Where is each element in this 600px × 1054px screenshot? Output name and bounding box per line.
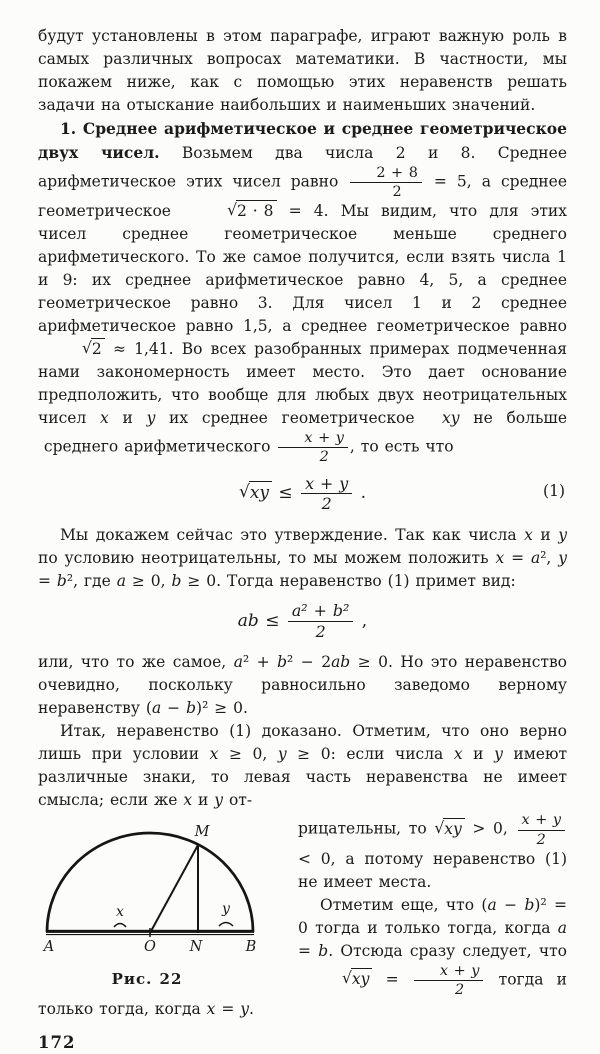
math-variable: a — [151, 699, 162, 718]
math-variable: y — [494, 745, 503, 764]
math-variable: y — [277, 745, 287, 764]
para-equivalence: или, что то же самое, a² + b² − 2ab ≥ 0. Но это неравенство очевидно, поскольку равносильно заведомо верному неравенству (a − b)² ≥ 0. — [38, 653, 568, 718]
fraction: $\frac{x + y}{2}$ — [516, 812, 568, 847]
math-variable: x — [183, 791, 193, 810]
fraction: $\frac{\text{a² + b²}}{2}$ — [286, 602, 355, 640]
math-variable: y — [214, 791, 224, 810]
sqrt-expression: √xy — [434, 818, 464, 841]
fraction: $\frac{2 + 8}{2}$ — [348, 165, 424, 200]
para-wrap-equality: Отметим еще, что (a − b)² = 0 тогда и только тогда, когда a = b. Отсюда сразу следует, что √xy = $\frac{x + y}{2}$ тогда и только тогда, когда x = y. — [38, 895, 568, 1018]
bold-lead: 1. Среднее арифметическое и среднее геометрическое двух чисел. — [38, 119, 567, 162]
math-variable: x — [100, 409, 109, 428]
para-intro: будут установлены в этом параграфе, играют важную роль в самых различных вопросах математики. В частности, мы покажем ниже, как с помощью этих неравенств решать задачи на отыскание наибольших и наименьших значений. — [38, 27, 567, 114]
para-conclusion: Итак, неравенство (1) доказано. Отметим, что оно верно лишь при условии x ≥ 0, y ≥ 0: если числа x и y имеют различные знаки, то левая часть неравенства не имеет смысла; если же x и y от- — [38, 722, 568, 810]
label-M: M — [194, 824, 210, 841]
math-variable: y — [558, 525, 568, 544]
x-brace — [114, 924, 126, 928]
math-variable: y — [146, 409, 156, 428]
math-variable: a — [557, 918, 567, 937]
semicircle-diagram — [38, 820, 286, 954]
math-variable: b — [56, 571, 67, 590]
math-variable: ab — [331, 653, 351, 672]
math-variable: a — [116, 571, 126, 590]
math-variable: a — [233, 653, 243, 672]
formula-1 — [38, 475, 567, 513]
figure-block — [38, 820, 286, 991]
fraction: $\frac{x + y}{2}$ — [412, 963, 486, 998]
label-x: x — [116, 904, 124, 921]
math-variable: a — [487, 895, 497, 914]
sqrt-expression: √2 — [38, 338, 105, 361]
sqrt-expression: √xy — [239, 482, 272, 504]
formula-1-body: √xy ≤ $\frac{x + y}{2}$ . — [238, 473, 367, 514]
label-N: N — [189, 939, 203, 955]
math-variable: b — [277, 653, 288, 672]
formula-2 — [38, 602, 567, 640]
math-variable: x — [524, 525, 533, 544]
para-wrap-negative: рицательны, то √xy > 0, $\frac{x + y}{2}$ < 0, а потому неравенство (1) не имеет места. — [298, 812, 567, 891]
math-variable: y — [558, 548, 567, 567]
sqrt-expression: √2 · 8 — [183, 200, 276, 223]
para-proof: Мы докажем сейчас это утверждение. Так как числа x и y по условию неотрицательны, то мы можем положить x = a², y = b², где a ≥ 0, b ≥ 0. Тогда неравенство (1) примет вид: — [38, 525, 568, 590]
label-y: y — [222, 901, 230, 918]
math-variable: a — [530, 548, 541, 567]
math-variable: x — [209, 745, 219, 764]
math-variable: b — [171, 571, 182, 590]
semicircle-arc — [47, 833, 253, 932]
math-variable: b — [318, 941, 329, 960]
label-B: B — [245, 939, 257, 955]
math-variable: x — [206, 999, 216, 1018]
para-main: 1. Среднее арифметическое и среднее геометрическое двух чисел. Возьмем два числа 2 и 8. Среднее арифметическое этих чисел равно $\frac{2 + 8}{2}$ = 5, а среднее геометрическое √2 · 8 = 4. Мы видим, что для этих чисел среднее геометрическое меньше среднего арифметического. То же самое получится, если взять числа 1 и 9: их среднее арифметическое равно 4, 5, а среднее геометрическое равно 3. Для чисел 1 и 2 среднее арифметическое равно 1,5, а среднее геометрическое равно √2 ≈ 1,41. Во всех разобранных примерах подмеченная нами закономерность имеет место. Это дает основание предположить, что вообще для любых двух неотрицательных чисел x и y их среднее геометрическое xy не больше среднего арифметического $\frac{x + y}{2}$ , то есть что — [38, 119, 568, 466]
figure-caption: Рис. 22 — [111, 970, 183, 989]
label-A: A — [43, 939, 55, 955]
label-O: O — [144, 939, 156, 955]
math-variable: x — [453, 745, 463, 764]
page-number: 172 — [38, 1032, 76, 1052]
equation-number: (1) — [543, 481, 565, 500]
math-variable: xy — [442, 409, 460, 428]
math-variable: y — [240, 999, 250, 1018]
fraction: $\frac{x + y}{2}$ — [299, 475, 354, 513]
math-variable: b — [524, 895, 535, 914]
sqrt-expression: √xy — [298, 968, 372, 991]
math-variable: b — [186, 699, 197, 718]
math-variable: x — [495, 548, 505, 567]
y-brace — [219, 923, 233, 927]
fraction: $\frac{x + y}{2}$ — [276, 430, 350, 465]
math-variable: ab — [237, 610, 259, 631]
formula-2-body: ab ≤ $\frac{\text{a² + b²}}{2}$ , — [237, 600, 368, 641]
figure-and-text-section — [38, 812, 567, 1021]
line-OM — [150, 845, 198, 933]
